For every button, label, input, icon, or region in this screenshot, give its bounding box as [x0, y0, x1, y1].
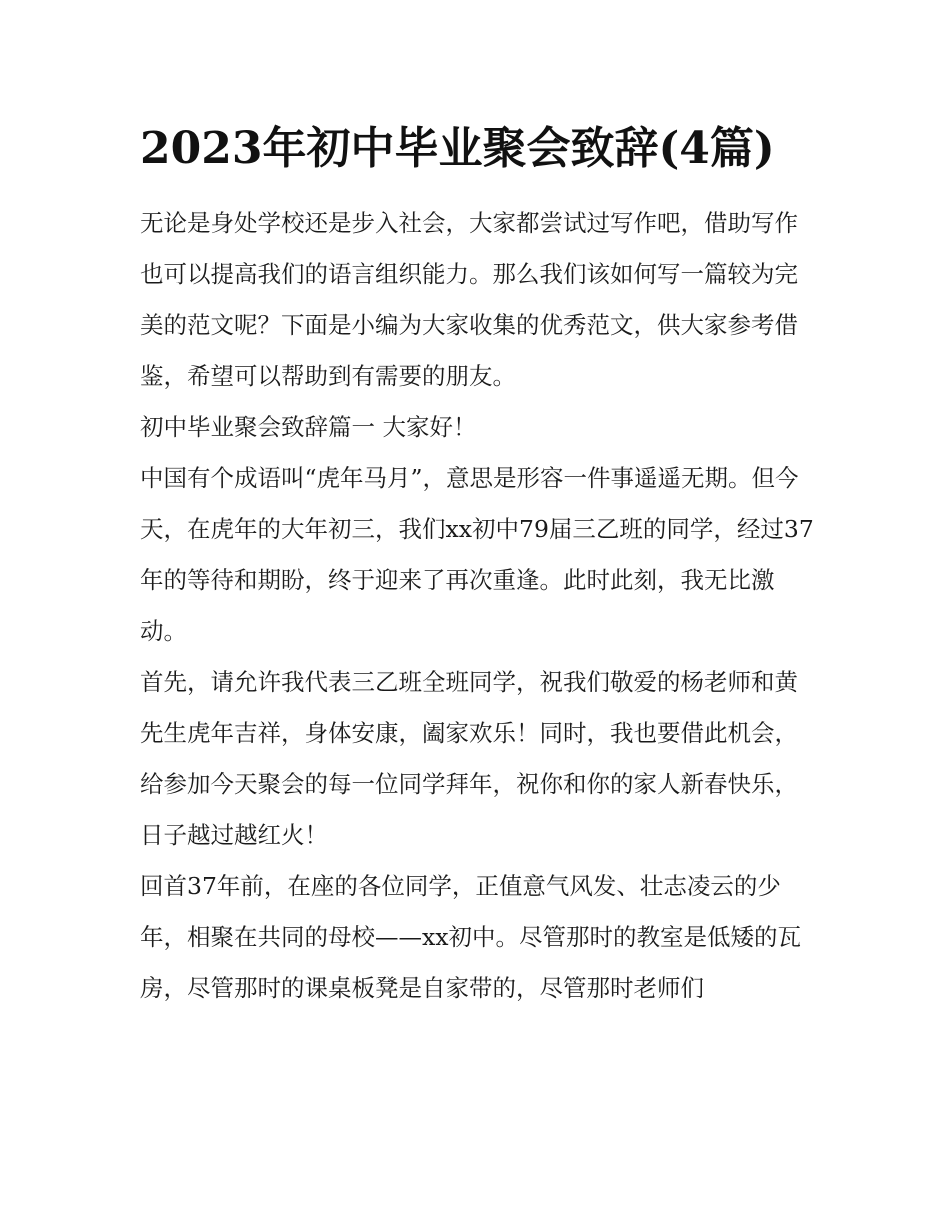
paragraph-greeting: 初中毕业聚会致辞篇一 大家好！ — [140, 413, 477, 441]
document-title: 2023年初中毕业聚会致辞(4篇) — [140, 123, 775, 174]
document-page — [140, 118, 816, 1014]
paragraph-reunion: 中国有个成语叫“虎年马月”，意思是形容一件事遥遥无期。但今天，在虎年的大年初三，我们xx初中79届三乙班的同学，经过37年的等待和期盼，终于迎来了再次重逢。此时此刻，我无比激动。 — [140, 464, 814, 645]
paragraph-memories: 回首37年前，在座的各位同学，正值意气风发、壮志凌云的少年，相聚在共同的母校——xx初中。尽管那时的教室是低矮的瓦房，尽管那时的课桌板凳是自家带的，尽管那时老师们 — [140, 872, 802, 1002]
paragraph-intro: 无论是身处学校还是步入社会，大家都尝试过写作吧，借助写作也可以提高我们的语言组织能力。那么我们该如何写一篇较为完美的范文呢？下面是小编为大家收集的优秀范文，供大家参考借鉴，希望可以帮助到有需要的朋友。 — [140, 209, 798, 390]
paragraph-wishes: 首先，请允许我代表三乙班全班同学，祝我们敬爱的杨老师和黄先生虎年吉祥，身体安康，阖家欢乐！同时，我也要借此机会，给参加今天聚会的每一位同学拜年，祝你和你的家人新春快乐，日子越过越红火！ — [140, 668, 798, 849]
